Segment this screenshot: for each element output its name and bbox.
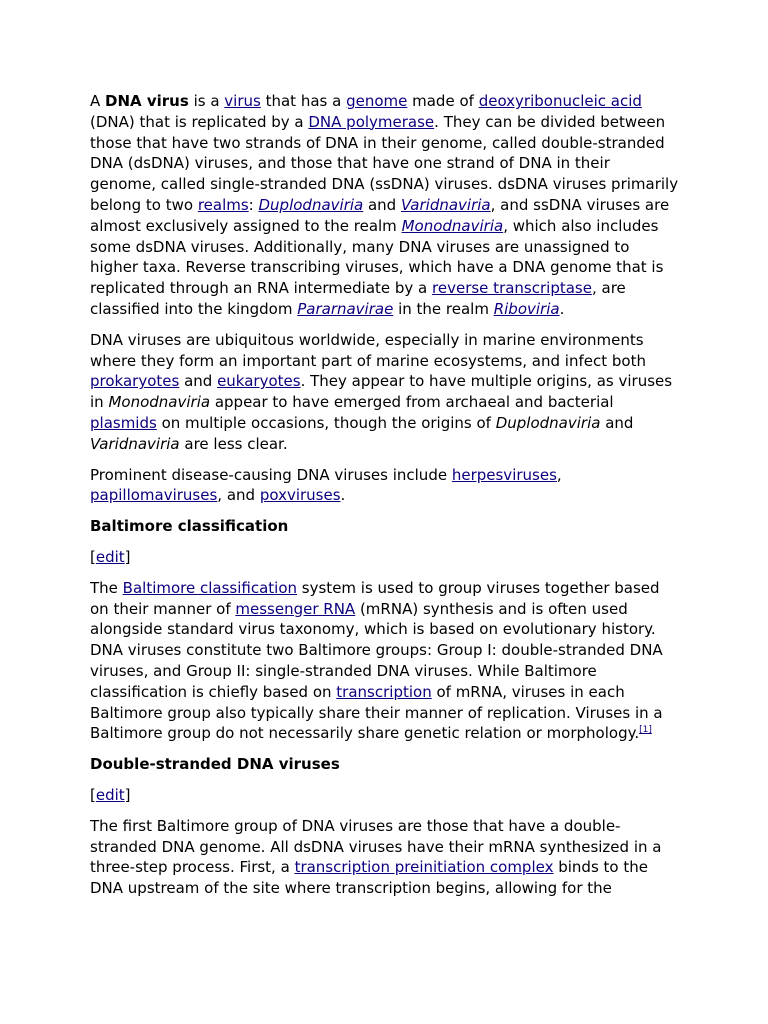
edit-section-baltimore bbox=[90, 547, 680, 568]
bracket: ] bbox=[124, 547, 131, 566]
link-transcription[interactable]: transcription bbox=[336, 682, 432, 701]
bold-term: DNA virus bbox=[105, 92, 189, 110]
text: of mRNA, viruses in each Baltimore group also typically share their manner of replication. Viruses in a Baltimore group do not necessarily share genetic relation or morphology. bbox=[90, 682, 663, 743]
text: : bbox=[248, 195, 259, 214]
text: . They appear to have multiple origins, as viruses in bbox=[90, 372, 673, 412]
link-plasmids[interactable]: plasmids bbox=[90, 413, 157, 432]
link-herpesviruses[interactable]: herpesviruses bbox=[451, 465, 557, 484]
link-monodnaviria[interactable] bbox=[402, 217, 504, 235]
text: Prominent disease-causing DNA viruses include bbox=[90, 465, 452, 484]
text: on multiple occasions, though the origins of bbox=[156, 413, 496, 432]
text: and bbox=[179, 372, 218, 391]
italic-text: Varidnaviria bbox=[90, 434, 180, 453]
text: . bbox=[559, 299, 565, 318]
text: , are classified into the kingdom bbox=[90, 279, 626, 318]
text: , and ssDNA viruses are almost exclusively assigned to the realm bbox=[90, 195, 670, 235]
article-body bbox=[90, 91, 680, 909]
text: and bbox=[363, 195, 401, 214]
link-prokaryotes[interactable]: prokaryotes bbox=[90, 372, 180, 391]
italic-text: Duplodnaviria bbox=[495, 413, 601, 432]
citation-link[interactable]: [1] bbox=[639, 725, 652, 736]
italic-text: Monodnaviria bbox=[108, 393, 211, 412]
text: system is used to group viruses together based on their manner of bbox=[90, 578, 660, 618]
text: made of bbox=[407, 92, 479, 110]
ecology-paragraph bbox=[90, 330, 680, 455]
text: (DNA) that is replicated by a bbox=[90, 112, 309, 131]
italic-text: Pararnavirae bbox=[297, 299, 394, 318]
text: , which also includes some dsDNA viruses. Additionally, many DNA viruses are unassigned to higher taxa. Reverse transcribing viruses, which have a DNA genome that is replicated through an RNA intermediate by a bbox=[90, 216, 664, 298]
section-heading-dsdna: Double-stranded DNA viruses bbox=[90, 755, 340, 774]
link-messenger-rna[interactable]: messenger RNA bbox=[235, 599, 356, 618]
text: The first Baltimore group of DNA viruses are those that have a double-stranded DNA genome. All dsDNA viruses have their mRNA synthesized in a three-step process. First, a bbox=[90, 816, 662, 877]
link-deoxyribonucleic-acid[interactable]: deoxyribonucleic acid bbox=[478, 92, 642, 110]
text: DNA viruses are ubiquitous worldwide, especially in marine environments where they form an important part of marine ecosystems, and infect both bbox=[90, 330, 646, 370]
link-genome[interactable]: genome bbox=[346, 92, 408, 110]
link-poxviruses[interactable]: poxviruses bbox=[259, 486, 341, 505]
intro-paragraph bbox=[90, 91, 680, 320]
link-baltimore-classification[interactable]: Baltimore classification bbox=[122, 578, 298, 597]
link-realms[interactable]: realms bbox=[197, 195, 249, 214]
edit-link[interactable]: edit bbox=[95, 547, 125, 566]
link-duplodnaviria[interactable] bbox=[259, 196, 364, 214]
text: . They can be divided between those that have two strands of DNA in their genome, called double-stranded DNA (dsDNA) viruses, and those that have one strand of DNA in their genome, called single-stranded DNA (ssDNA) viruses. dsDNA viruses primarily belong to two bbox=[90, 112, 679, 214]
bracket: [ bbox=[90, 547, 96, 566]
link-papillomaviruses[interactable]: papillomaviruses bbox=[90, 486, 218, 505]
disease-paragraph bbox=[90, 465, 680, 507]
link-virus[interactable]: virus bbox=[224, 92, 261, 110]
baltimore-paragraph bbox=[90, 578, 680, 744]
text: , and bbox=[217, 486, 260, 505]
italic-text: Monodnaviria bbox=[401, 216, 504, 235]
text: binds to the DNA upstream of the site where transcription begins, allowing for the bbox=[90, 858, 648, 898]
dsdna-paragraph bbox=[90, 816, 680, 899]
italic-text: Duplodnaviria bbox=[258, 195, 364, 214]
italic-text: Varidnaviria bbox=[400, 195, 491, 214]
italic-text: Riboviria bbox=[493, 299, 560, 318]
text: in the realm bbox=[393, 299, 494, 318]
text: that has a bbox=[260, 92, 347, 110]
edit-link[interactable]: edit bbox=[95, 785, 125, 804]
text: The bbox=[90, 578, 123, 597]
text: are less clear. bbox=[179, 434, 288, 453]
bracket: ] bbox=[124, 785, 131, 804]
text: appear to have emerged from archaeal and bacterial bbox=[210, 393, 614, 412]
text: A bbox=[90, 92, 106, 110]
text: . bbox=[340, 486, 346, 505]
edit-section-dsdna bbox=[90, 785, 680, 806]
text: (mRNA) synthesis and is often used alongside standard virus taxonomy, which is based on evolutionary history. DNA viruses constitute two Baltimore groups: Group I: double-stranded DNA viruses, and Group II: single-stranded DNA viruses. While Baltimore classification is chiefly based on bbox=[90, 599, 663, 701]
text: and bbox=[600, 413, 634, 432]
link-dna-polymerase[interactable]: DNA polymerase bbox=[308, 112, 435, 131]
link-transcription-preinitiation-complex[interactable]: transcription preinitiation complex bbox=[294, 858, 554, 877]
bracket: [ bbox=[90, 785, 96, 804]
link-reverse-transcriptase[interactable]: reverse transcriptase bbox=[432, 279, 592, 298]
link-pararnavirae[interactable] bbox=[297, 300, 393, 318]
text: , bbox=[556, 465, 562, 484]
text: is a bbox=[188, 92, 225, 110]
link-eukaryotes[interactable]: eukaryotes bbox=[217, 372, 301, 391]
link-riboviria[interactable] bbox=[494, 300, 560, 318]
citation-ref bbox=[639, 725, 652, 735]
section-heading-baltimore: Baltimore classification bbox=[90, 517, 289, 536]
link-varidnaviria[interactable] bbox=[401, 196, 491, 214]
